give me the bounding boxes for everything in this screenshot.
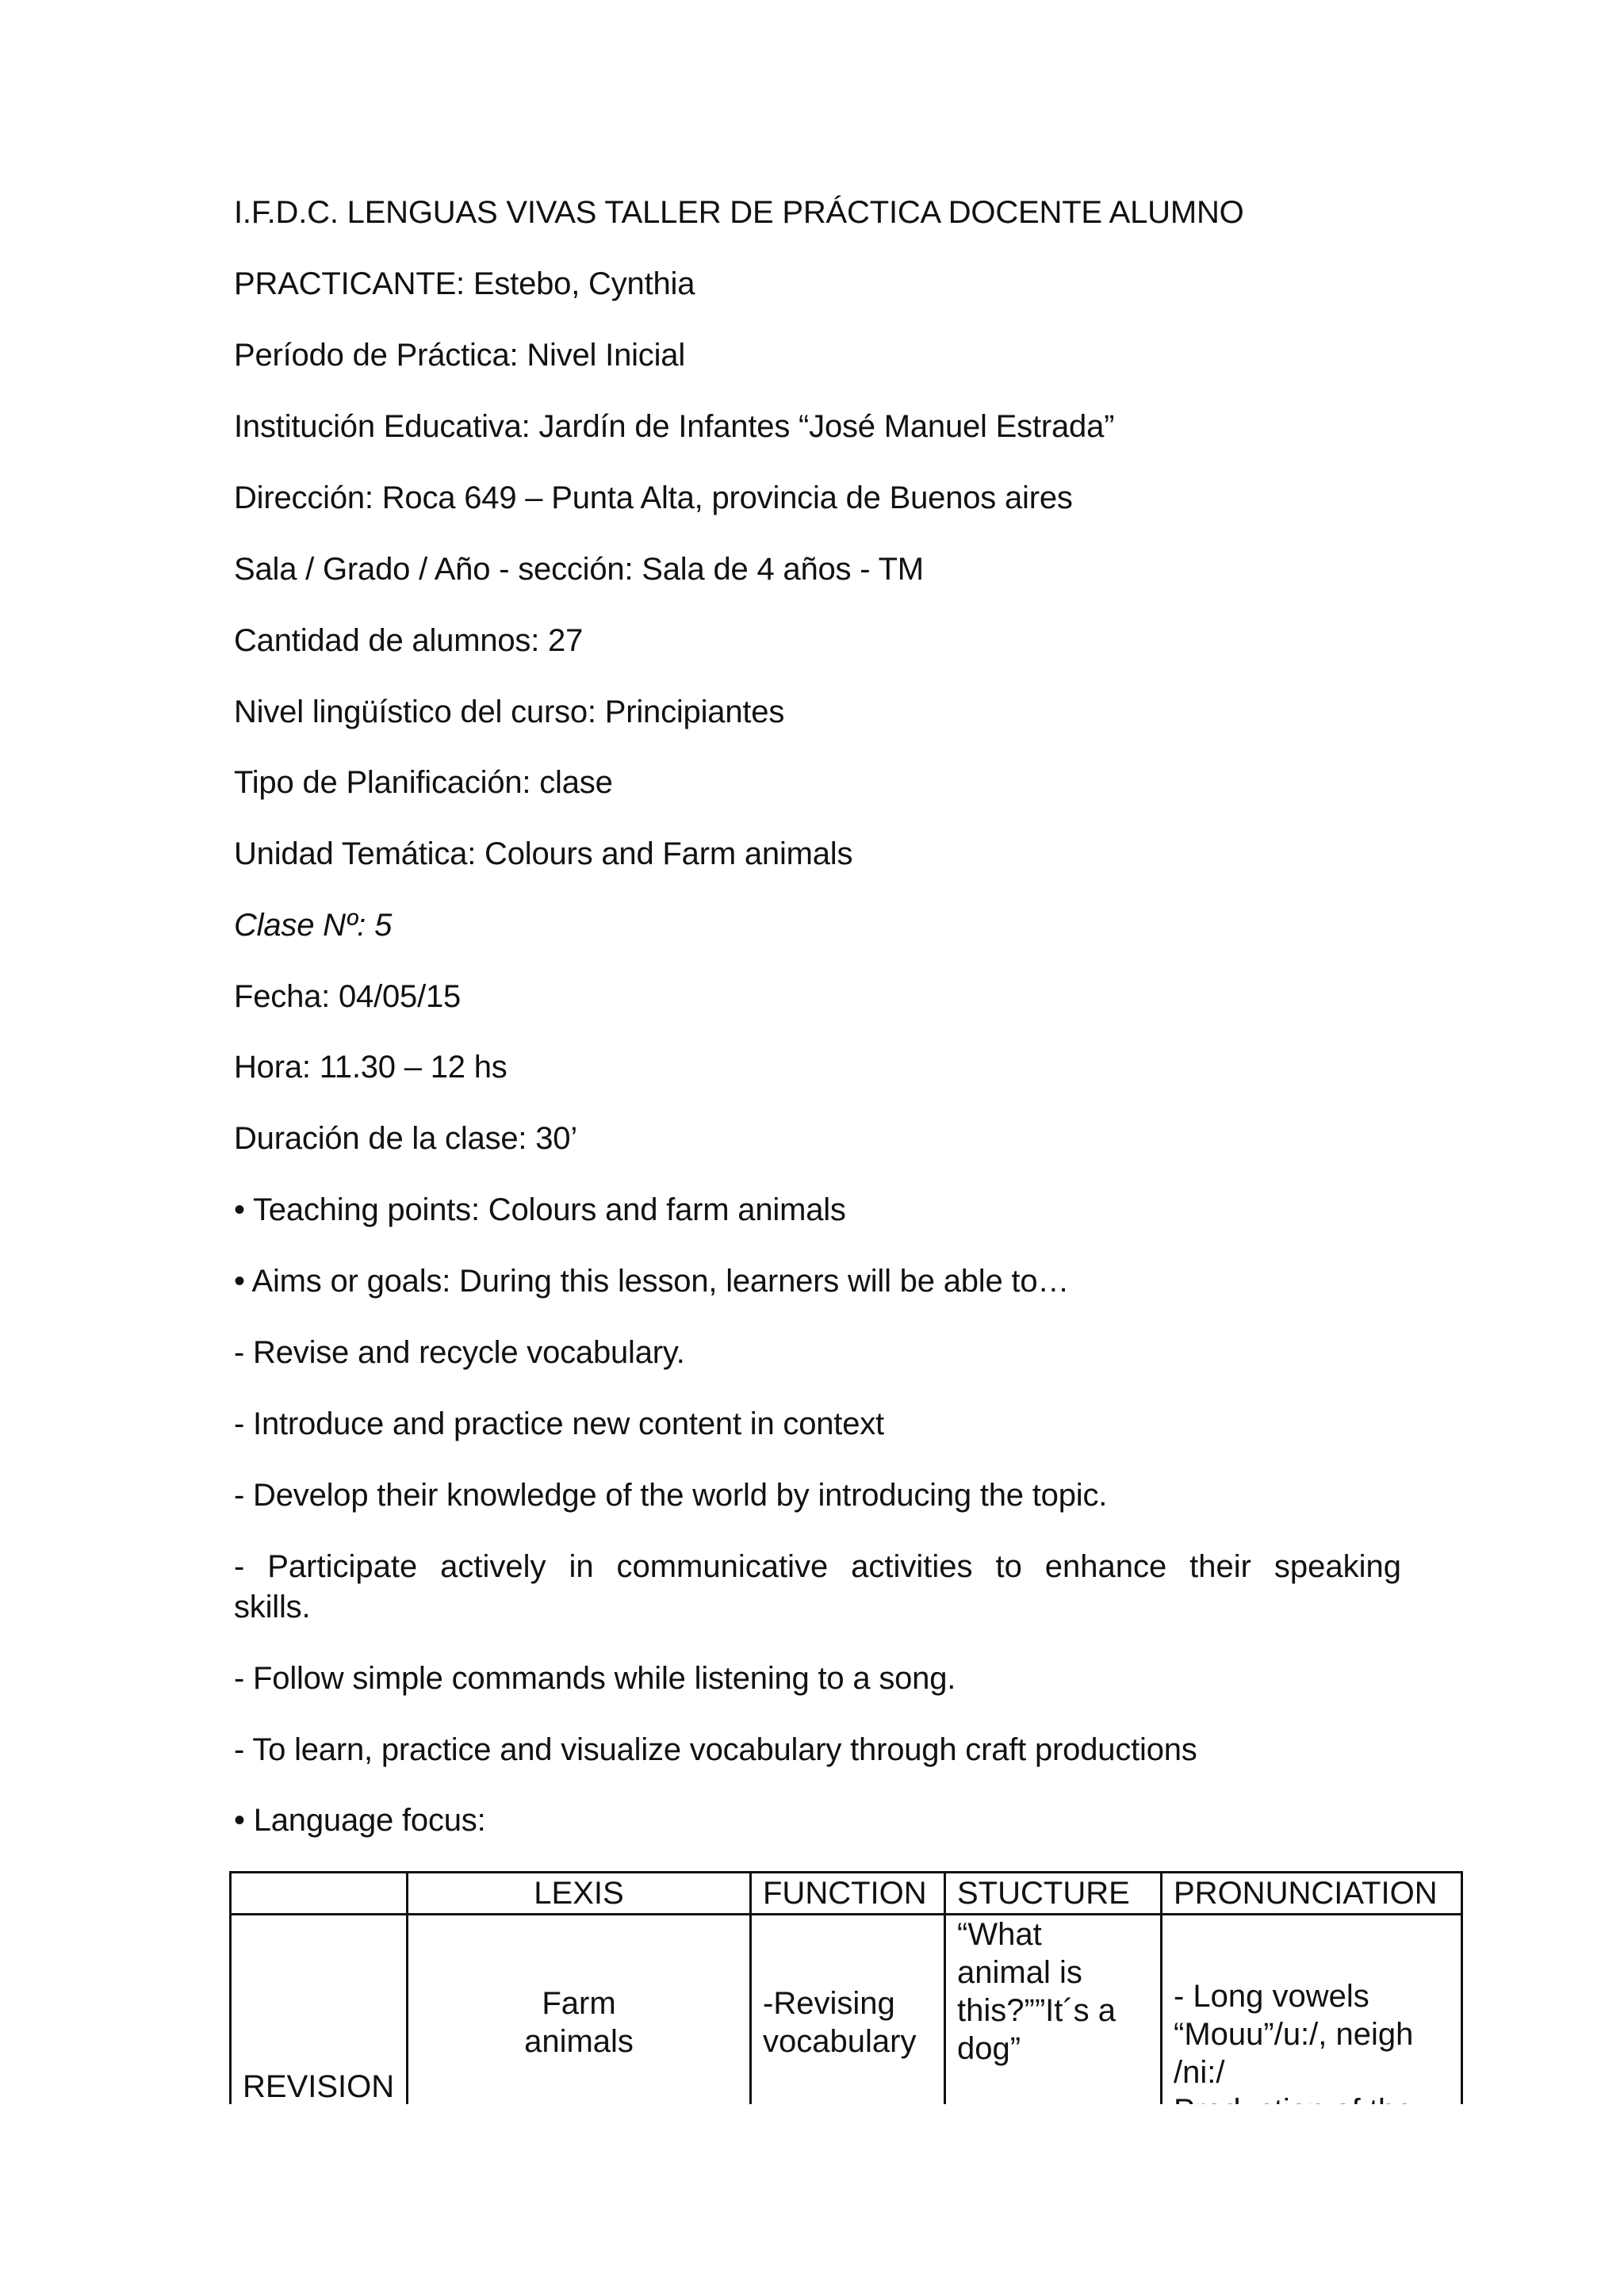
goal-item-continuation: skills. xyxy=(234,1590,311,1624)
cell-pronunciation-line: - Long vowels xyxy=(1174,1979,1369,2014)
cell-function xyxy=(751,1915,945,2130)
fecha-line: Fecha: 04/05/15 xyxy=(234,979,462,1014)
clase-line: Clase Nº: 5 xyxy=(234,908,393,943)
nivel-line: Nivel lingüístico del curso: Principiantes xyxy=(234,695,785,729)
cell-structure-line: this?””It´s a xyxy=(957,1993,1116,2028)
table-header-empty xyxy=(231,1873,408,1915)
cell-pronunciation-line: /ni:/ xyxy=(1174,2055,1225,2090)
cantidad-line: Cantidad de alumnos: 27 xyxy=(234,623,584,658)
practicante-line: PRACTICANTE: Estebo, Cynthia xyxy=(234,266,695,301)
aims-goals: • Aims or goals: During this lesson, learners will be able to… xyxy=(234,1264,1070,1299)
tipo-line: Tipo de Planificación: clase xyxy=(234,765,613,800)
cell-pronunciation xyxy=(1162,1915,1462,2130)
duracion-line: Duración de la clase: 30’ xyxy=(234,1121,578,1156)
periodo-line: Período de Práctica: Nivel Inicial xyxy=(234,338,686,373)
goal-item: - Develop their knowledge of the world by introducing the topic. xyxy=(234,1478,1108,1513)
cell-structure-line: animal is xyxy=(957,1955,1082,1990)
cell-function-line: -Revising xyxy=(763,1986,895,2021)
goal-item: - Introduce and practice new content in context xyxy=(234,1406,884,1441)
goal-item-justified: - Participate actively in communicative activities to enhance their speaking xyxy=(234,1549,1401,1584)
language-focus-label: • Language focus: xyxy=(234,1803,486,1838)
table-header-structure: STUCTURE xyxy=(945,1873,1162,1915)
institucion-line: Institución Educativa: Jardín de Infantes “José Manuel Estrada” xyxy=(234,409,1115,444)
goal-item: - Revise and recycle vocabulary. xyxy=(234,1335,685,1370)
table-header-function: FUNCTION xyxy=(751,1873,945,1915)
cell-lexis-line: Farm xyxy=(542,1986,616,2021)
hora-line: Hora: 11.30 – 12 hs xyxy=(234,1050,508,1085)
goal-item: - Follow simple commands while listening to a song. xyxy=(234,1661,956,1696)
cell-structure xyxy=(945,1915,1162,2130)
cell-structure-line: dog” xyxy=(957,2031,1021,2066)
direccion-line: Dirección: Roca 649 – Punta Alta, provincia de Buenos aires xyxy=(234,480,1073,515)
page-bottom-margin xyxy=(0,2104,1624,2296)
cell-pronunciation-line: “Mouu”/u:/, neigh xyxy=(1174,2017,1414,2052)
cell-function-line: vocabulary xyxy=(763,2024,917,2059)
goal-item: - To learn, practice and visualize vocabulary through craft productions xyxy=(234,1732,1197,1767)
cell-structure-line: “What xyxy=(957,1917,1042,1952)
language-focus-table xyxy=(229,1871,1463,2130)
row-label-revision: REVISION xyxy=(231,1915,408,2130)
cell-lexis xyxy=(408,1915,751,2130)
institution-line: I.F.D.C. LENGUAS VIVAS TALLER DE PRÁCTICA DOCENTE ALUMNO xyxy=(234,195,1244,230)
table-header-pronunciation: PRONUNCIATION xyxy=(1162,1873,1462,1915)
unidad-line: Unidad Temática: Colours and Farm animals xyxy=(234,836,853,871)
table-header-row xyxy=(231,1873,1462,1915)
table-header-lexis: LEXIS xyxy=(408,1873,751,1915)
table-row xyxy=(231,1915,1462,2130)
teaching-points: • Teaching points: Colours and farm animals xyxy=(234,1192,846,1227)
sala-line: Sala / Grado / Año - sección: Sala de 4 años - TM xyxy=(234,552,924,587)
cell-lexis-line: animals xyxy=(524,2024,634,2059)
